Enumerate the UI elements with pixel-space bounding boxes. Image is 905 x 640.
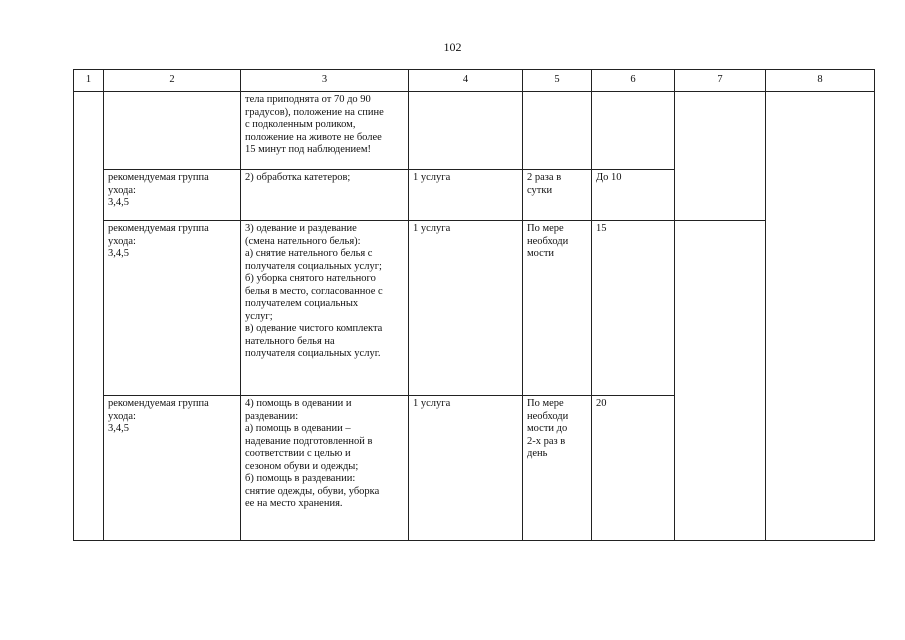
unit-cell: 1 услуга — [409, 221, 523, 396]
col1-cell — [74, 92, 104, 541]
unit-cell — [409, 92, 523, 170]
header-cell-1: 1 — [74, 70, 104, 92]
time-cell — [592, 92, 675, 170]
col7-cell — [675, 92, 766, 221]
col7-cell — [675, 221, 766, 541]
header-cell-2: 2 — [104, 70, 241, 92]
service-description-cell: 4) помощь в одевании и раздевании: а) помощь в одевании – надевание подготовленной в соответствии с целью и сезоном обуви и одежды; б) помощь в раздевании: снятие одежды, обуви, уборка ее на место хранения. — [241, 396, 409, 541]
table-row — [74, 221, 875, 396]
service-description-cell: 2) обработка катетеров; — [241, 170, 409, 221]
header-cell-8: 8 — [766, 70, 875, 92]
header-cell-4: 4 — [409, 70, 523, 92]
frequency-cell: По мере необходи мости до 2-х раз в день — [523, 396, 592, 541]
frequency-cell — [523, 92, 592, 170]
page-number: 102 — [443, 40, 462, 54]
care-group-cell: рекомендуемая группа ухода: 3,4,5 — [104, 396, 241, 541]
header-cell-5: 5 — [523, 70, 592, 92]
unit-cell: 1 услуга — [409, 170, 523, 221]
frequency-cell: По мере необходи мости — [523, 221, 592, 396]
header-cell-3: 3 — [241, 70, 409, 92]
header-cell-7: 7 — [675, 70, 766, 92]
care-group-cell: рекомендуемая группа ухода: 3,4,5 — [104, 221, 241, 396]
col8-cell — [766, 92, 875, 541]
service-description-cell: тела приподнята от 70 до 90 градусов), положение на спине с подколенным роликом, положение на животе не более 15 минут под наблюдением! — [241, 92, 409, 170]
header-cell-6: 6 — [592, 70, 675, 92]
time-cell: 15 — [592, 221, 675, 396]
care-group-cell — [104, 92, 241, 170]
frequency-cell: 2 раза в сутки — [523, 170, 592, 221]
services-table — [73, 69, 875, 541]
time-cell: 20 — [592, 396, 675, 541]
care-group-cell: рекомендуемая группа ухода: 3,4,5 — [104, 170, 241, 221]
service-description-cell: 3) одевание и раздевание (смена нательного белья): а) снятие нательного белья с получателя социальных услуг; б) уборка снятого нательного белья в место, согласованное с получателем социальных услуг; в) одевание чистого комплекта нательного белья на получателя социальных услуг. — [241, 221, 409, 396]
table-row — [74, 92, 875, 170]
header-row — [74, 70, 875, 92]
time-cell: До 10 — [592, 170, 675, 221]
unit-cell: 1 услуга — [409, 396, 523, 541]
